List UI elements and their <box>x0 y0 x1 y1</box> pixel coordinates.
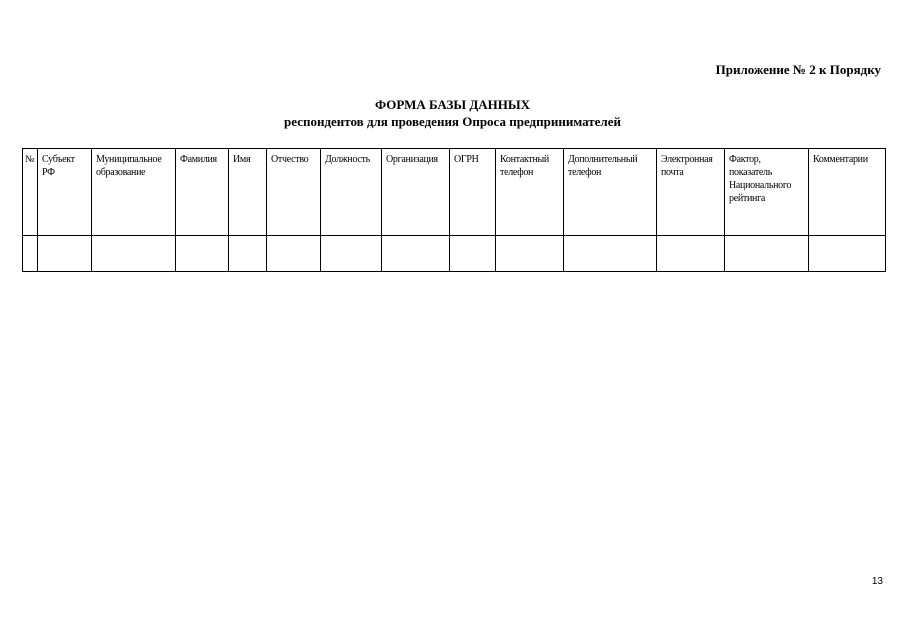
table-cell <box>38 236 92 272</box>
table-cell <box>657 236 725 272</box>
page-number: 13 <box>871 576 883 587</box>
header-additional-phone: Дополнительный телефон <box>564 149 657 236</box>
table-cell <box>809 236 886 272</box>
table-cell <box>321 236 382 272</box>
header-email: Электронная почта <box>657 149 725 236</box>
table-cell <box>176 236 229 272</box>
table-header-row <box>23 149 886 236</box>
header-rating-factor: Фактор, показатель Национального рейтинга <box>725 149 809 236</box>
form-title-line2: респондентов для проведения Опроса предпринимателей <box>284 114 621 129</box>
database-form-table <box>22 148 886 272</box>
table-cell <box>450 236 496 272</box>
header-municipality: Муниципальное образование <box>92 149 176 236</box>
header-organization: Организация <box>382 149 450 236</box>
header-position: Должность <box>321 149 382 236</box>
form-title-line1: ФОРМА БАЗЫ ДАННЫХ <box>374 97 531 112</box>
header-comments: Комментарии <box>809 149 886 236</box>
table-cell <box>23 236 38 272</box>
header-ogrn: ОГРН <box>450 149 496 236</box>
table-cell <box>564 236 657 272</box>
table-row <box>23 236 886 272</box>
table-cell <box>382 236 450 272</box>
form-title <box>0 96 905 130</box>
header-number: № <box>23 149 38 236</box>
table-cell <box>229 236 267 272</box>
table-cell <box>725 236 809 272</box>
header-surname: Фамилия <box>176 149 229 236</box>
table-cell <box>92 236 176 272</box>
appendix-label: Приложение № 2 к Порядку <box>715 62 881 77</box>
header-subject: Субъект РФ <box>38 149 92 236</box>
table-cell <box>267 236 321 272</box>
header-patronymic: Отчество <box>267 149 321 236</box>
header-contact-phone: Контактный телефон <box>496 149 564 236</box>
header-name: Имя <box>229 149 267 236</box>
table-cell <box>496 236 564 272</box>
